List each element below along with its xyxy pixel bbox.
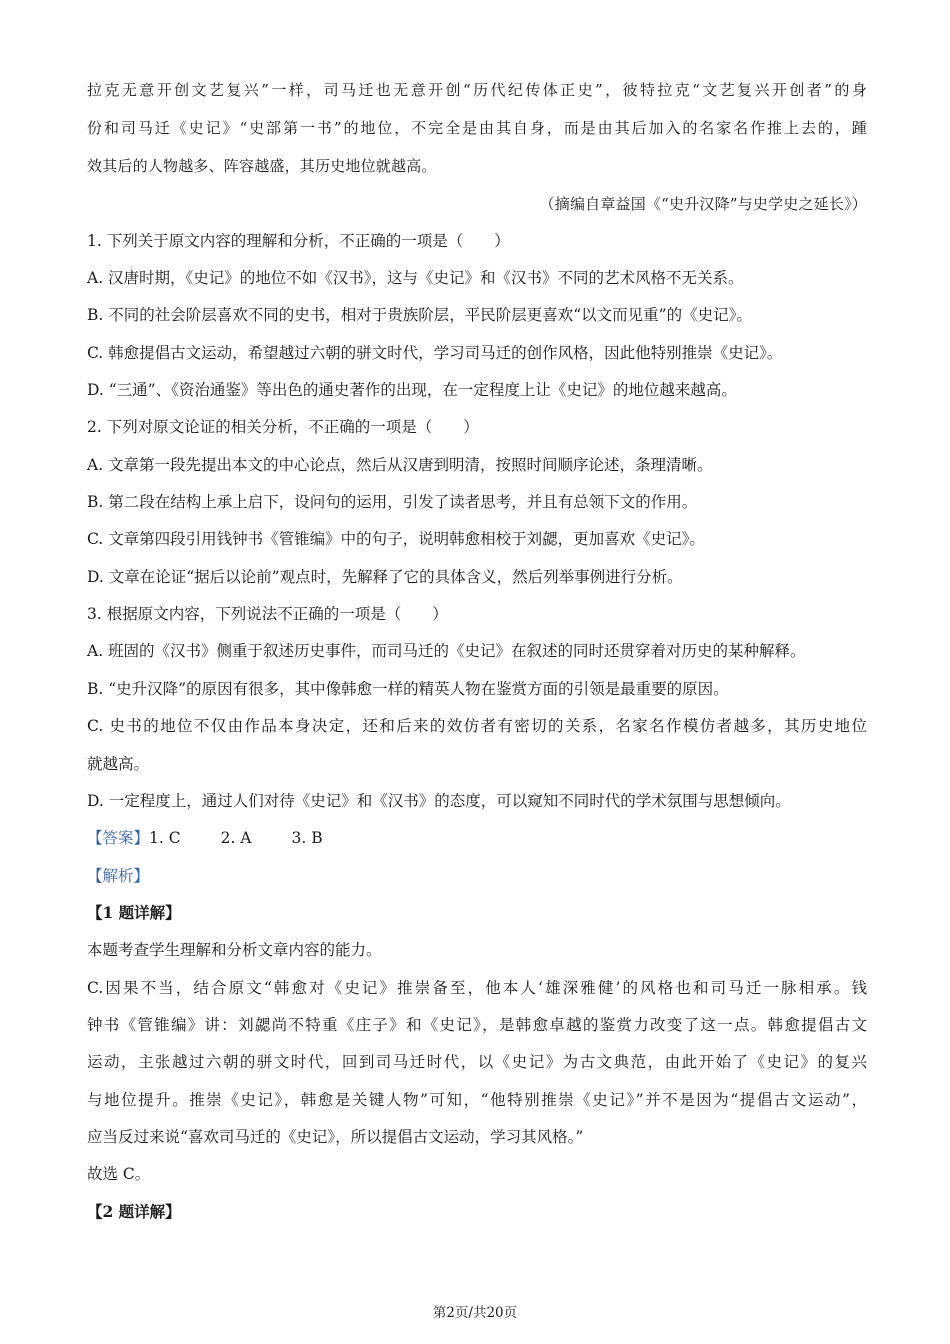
q1-detail-heading: 【1 题详解】: [87, 903, 181, 922]
question-option: B. 第二段在结构上承上启下，设问句的运用，引发了读者思考，并且有总领下文的作用。: [87, 493, 698, 511]
q1-analysis-line: C.因果不当，结合原文“韩愈对《史记》推崇备至，他本人‘雄深雅健’的风格也和司马迁一脉相承。钱: [87, 979, 867, 997]
question-option: A. 文章第一段先提出本文的中心论点，然后从汉唐到明清，按照时间顺序论述，条理清晰。: [87, 456, 713, 474]
question-option: A. 班固的《汉书》侧重于叙述历史事件，而司马迁的《史记》在叙述的同时还贯穿着对历史的某种解释。: [87, 642, 806, 660]
q1-analysis-line: 钟书《管锥编》讲：刘勰尚不特重《庄子》和《史记》，是韩愈卓越的鉴赏力改变了这一点。韩愈提倡古文: [87, 1016, 867, 1034]
passage-line: 拉克无意开创文艺复兴”一样，司马迁也无意开创“历代纪传体正史”，彼特拉克“文艺复兴开创者”的身: [87, 81, 867, 99]
question-option: B. “史升汉降”的原因有很多，其中像韩愈一样的精英人物在鉴赏方面的引领是最重要的原因。: [87, 680, 729, 698]
answer-tag: 【答案】: [87, 829, 150, 847]
question-option: A. 汉唐时期，《史记》的地位不如《汉书》，这与《史记》和《汉书》不同的艺术风格不无关系。: [87, 269, 744, 287]
answer-3: 3. B: [291, 829, 323, 847]
question-option: D. 文章在论证“据后以论前”观点时，先解释了它的具体含义，然后列举事例进行分析。: [87, 568, 683, 586]
q1-analysis-line: 运动，主张越过六朝的骈文时代，回到司马迁时代，以《史记》为古文典范，由此开始了《史记》的复兴: [87, 1053, 867, 1071]
question-option: D. “三通”、《资治通鉴》等出色的通史著作的出现，在一定程度上让《史记》的地位越来越高。: [87, 381, 737, 399]
analysis-tag: 【解析】: [87, 867, 150, 885]
question-option: C. 韩愈提倡古文运动，希望越过六朝的骈文时代，学习司马迁的创作风格，因此他特别推崇《史记》。: [87, 344, 783, 362]
q1-analysis-line: 与地位提升。推崇《史记》，韩愈是关键人物”可知，“他特别推崇《史记》”并不是因为“提倡古文运动”，: [87, 1091, 867, 1109]
question-option: D. 一定程度上，通过人们对待《史记》和《汉书》的态度，可以窥知不同时代的学术氛围与思想倾向。: [87, 792, 791, 810]
passage-source: （摘编自章益国《“史升汉降”与史学史之延长》）: [539, 195, 867, 213]
passage-line: 份和司马迁《史记》“史部第一书”的地位，不完全是由其自身，而是由其后加入的名家名作推上去的，踵: [87, 119, 867, 137]
question-option: B. 不同的社会阶层喜欢不同的史书，相对于贵族阶层，平民阶层更喜欢“以文而见重”的《史记》。: [87, 306, 752, 324]
question-stem: 3. 根据原文内容，下列说法不正确的一项是（ ）: [87, 605, 448, 623]
page-number: 第2页/共20页: [432, 1305, 518, 1321]
question-option: C. 史书的地位不仅由作品本身决定，还和后来的效仿者有密切的关系，名家名作模仿者越多，其历史地位: [87, 717, 867, 735]
question-option-continuation: 就越高。: [87, 755, 150, 773]
q1-intro: 本题考查学生理解和分析文章内容的能力。: [87, 941, 382, 959]
q1-analysis-line: 应当反过来说“喜欢司马迁的《史记》，所以提倡古文运动，学习其风格。”: [87, 1128, 584, 1146]
q2-detail-heading: 【2 题详解】: [87, 1202, 181, 1221]
question-stem: 1. 下列关于原文内容的理解和分析，不正确的一项是（ ）: [87, 232, 510, 250]
answer-2: 2. A: [220, 829, 252, 847]
question-option: C. 文章第四段引用钱钟书《管锥编》中的句子，说明韩愈相校于刘勰，更加喜欢《史记》。: [87, 530, 705, 548]
answer-1: 1. C: [149, 829, 181, 847]
q1-conclusion: 故选 C。: [87, 1165, 151, 1183]
passage-line: 效其后的人物越多、阵容越盛，其历史地位就越高。: [87, 157, 437, 175]
answer-line: [87, 828, 867, 848]
question-stem: 2. 下列对原文论证的相关分析，不正确的一项是（ ）: [87, 418, 479, 436]
